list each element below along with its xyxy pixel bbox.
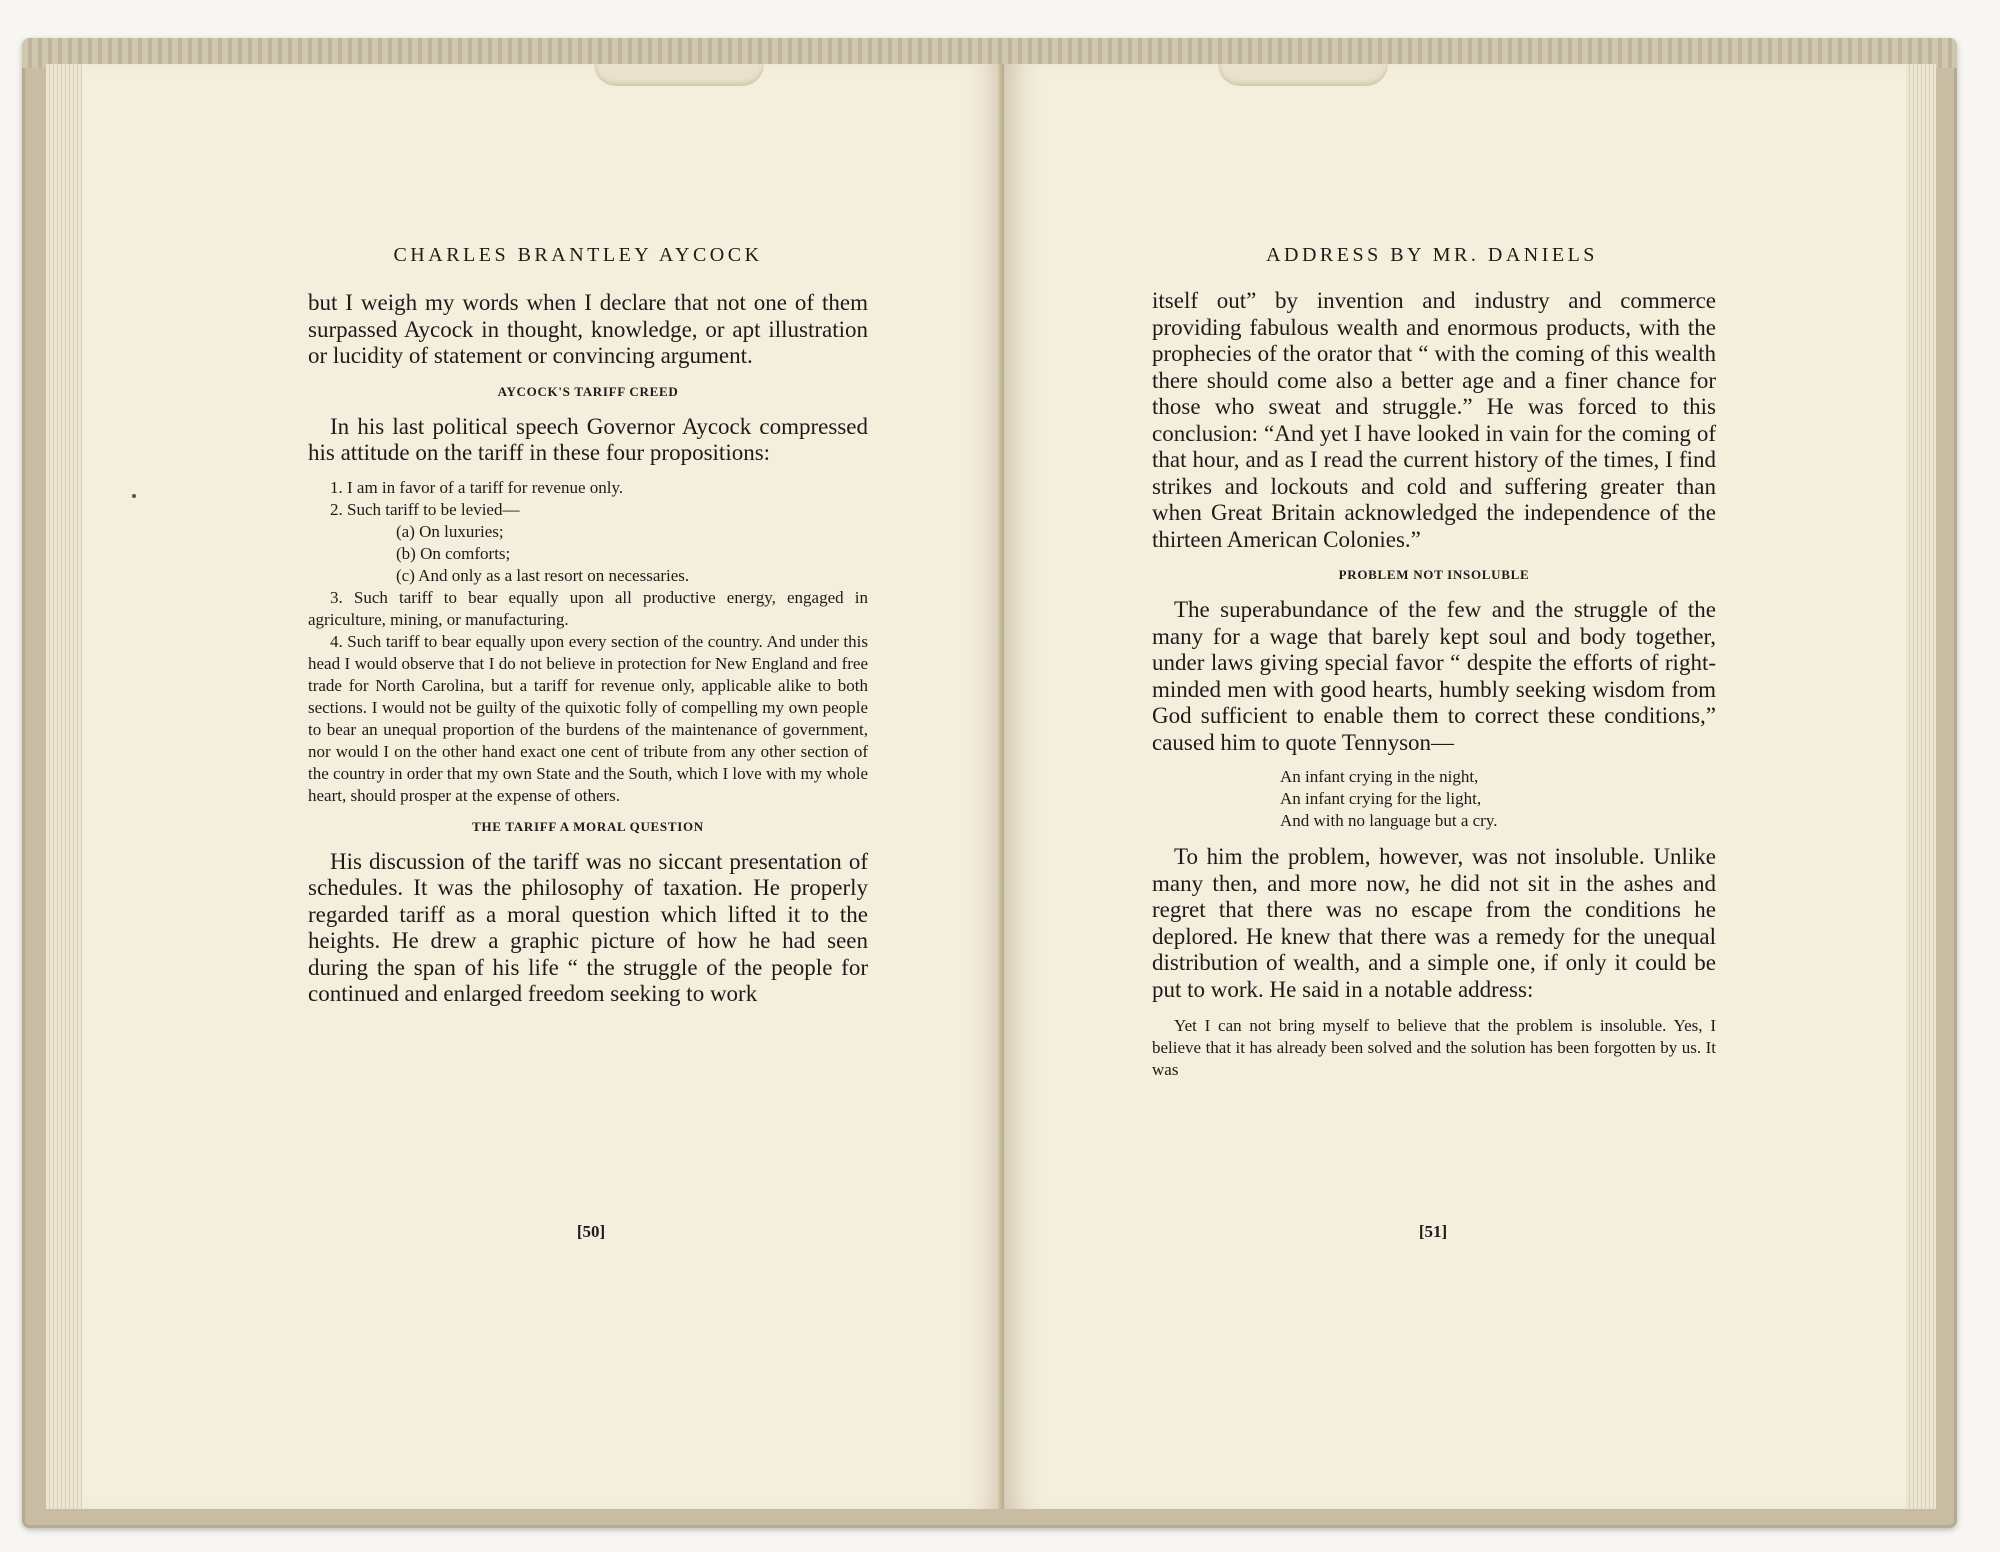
address-quote: Yet I can not bring myself to believe that the problem is insoluble. Yes, I believe that it has already been solved and the solution has been forgotten by us. It was (1152, 1016, 1716, 1079)
page-number-left: [50] (576, 1222, 606, 1241)
superabundance-paragraph: The superabundance of the few and the struggle of the many for a wage that barely kept soul and body together, under laws giving special favor “ despite the efforts of right-minded men with good hearts, humbly seeking wisdom from God sufficient to enable them to correct these conditions,” caused him to quote Tennyson— (1152, 597, 1716, 755)
running-head-right: ADDRESS BY MR. DANIELS (1266, 244, 1598, 266)
left-text-block (308, 290, 868, 1008)
creed-item-2a: (a) On luxuries; (396, 521, 504, 541)
creed-item-2c: (c) And only as a last resort on necessaries. (396, 565, 690, 585)
verse-line-2: An infant crying for the light, (1280, 789, 1482, 808)
section-heading-moral-question: THE TARIFF A MORAL QUESTION (472, 818, 704, 834)
creed-item-4: 4. Such tariff to bear equally upon every section of the country. And under this head I would observe that I do not believe in protection for New England and free trade for North Carolina, but a tariff for revenue only, applicable alike to both sections. I would not be guilty of the quixotic folly of compelling my own people to bear an unequal proportion of the burdens of the maintenance of government, nor would I on the other hand exact one cent of tribute from any other section of the country in order that my own State and the South, which I love with my whole heart, should prosper at the expense of others. (308, 631, 868, 805)
creed-list (308, 477, 868, 807)
creed-item-2: 2. Such tariff to be levied— (330, 499, 520, 519)
moral-question-paragraph: His discussion of the tariff was no siccant presentation of schedules. It was the philosophy of taxation. He properly regarded tariff as a moral question which lifted it to the heights. He drew a graphic picture of how he had seen during the span of his life “ the struggle of the people for continued and enlarged freedom seeking to work (308, 848, 868, 1006)
verse-line-1: An infant crying in the night, (1280, 767, 1479, 786)
page-tab-left (594, 64, 764, 86)
creed-item-3: 3. Such tariff to bear equally upon all productive energy, engaged in agriculture, mining, or manufacturing. (308, 587, 868, 629)
page-speck (132, 494, 136, 498)
page-number-right: [51] (1418, 1222, 1448, 1241)
page-edges-right (1906, 64, 1936, 1509)
page-edges-left (46, 64, 82, 1509)
right-text-block (1152, 288, 1716, 1081)
left-opening-paragraph: but I weigh my words when I declare that not one of them surpassed Aycock in thought, knowledge, or apt illustration or lucidity of statement or convincing argument. (308, 290, 868, 368)
creed-item-1: 1. I am in favor of a tariff for revenue only. (330, 477, 624, 497)
section-heading-tariff-creed: AYCOCK'S TARIFF CREED (497, 383, 679, 399)
page-tab-right (1218, 64, 1388, 86)
section-heading-problem-not-insoluble: PROBLEM NOT INSOLUBLE (1338, 567, 1530, 582)
right-opening-paragraph: itself out” by invention and industry and commerce providing fabulous wealth and enormous products, with the prophecies of the orator that “ with the coming of this wealth there should come also a better age and a finer chance for those who sweat and struggle.” He was forced to this conclusion: “And yet I have looked in vain for the coming of that hour, and as I read the current history of the times, I find strikes and lockouts and cold and suffering greater than when Great Britain acknowledged the independence of the thirteen American Colonies.” (1152, 288, 1716, 552)
running-head-left: CHARLES BRANTLEY AYCOCK (393, 244, 763, 266)
tariff-creed-paragraph: In his last political speech Governor Aycock compressed his attitude on the tariff in these four propositions: (308, 413, 868, 465)
remedy-paragraph: To him the problem, however, was not insoluble. Unlike many then, and more now, he did not sit in the ashes and regret that there was no escape from the conditions he deplored. He knew that there was a remedy for the unequal distribution of wealth, and a simple one, if only it could be put to work. He said in a notable address: (1152, 844, 1716, 1002)
creed-item-2b: (b) On comforts; (396, 543, 511, 563)
tennyson-verse (1152, 766, 1716, 832)
verse-line-3: And with no language but a cry. (1280, 811, 1498, 830)
